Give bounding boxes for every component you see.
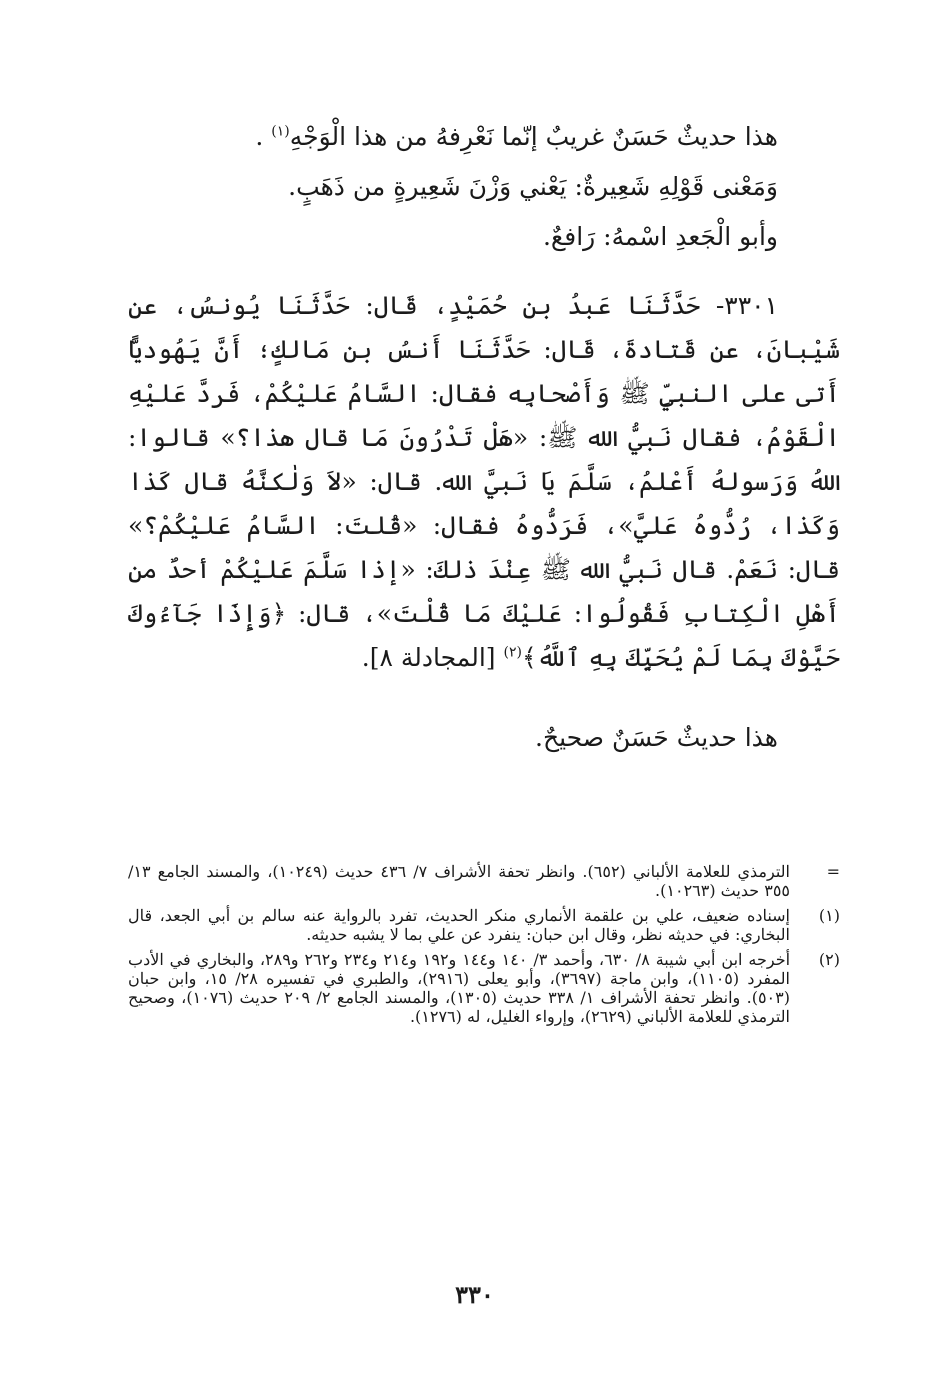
footnote-mark: (١) [818, 906, 840, 925]
hadith-text: ٣٣٠١- حَدَّثَنَا عَبدُ بن حُمَيْدٍ، قَال: حَدَّثَنَا يُونسُ، عن شَيْبانَ، عن قَتادةَ، قَال: حَدَّثَنَا أَنسُ بن مَالكٍ؛ أَنَّ يَهُوديًّا أَتى على النبيِّ ﷺ وَأَصْحابِه فقال: السَّامُ عَليْكُمْ، فَردَّ عَليْهِ الْقَوْمُ، فقال نَبيُّ الله ﷺ: «هَلْ تَدْرُونَ مَا قال هذا؟» قالوا: اللهُ وَرَسولهُ أَعْلمُ، سَلَّمَ يَا نَبيَّ الله. قال: «لاَ وَلٰكنَّهُ قال كَذا وَكَذا، رُدُّوهُ عَليَّ»، فَرَدُّوهُ فقال: «قُلتَ: السَّامُ عَليْكُمْ؟» قال: نَعَمْ. قال نَبيُّ الله ﷺ عِنْدَ ذلكَ: «إذا سَلَّمَ عَليْكُمْ أحدٌ من أَهْلِ الْكِتابِ فَقُولُوا: عَليْكَ مَا قُلْتَ»، قال: ﴿وَإِذَا جَآءُوكَ حَيَّوْكَ بِمَا لَمْ يُحَيِّكَ بِهِ ٱللَّهُ﴾ [128, 291, 840, 672]
hadith-grade-line [128, 112, 778, 162]
grade-punct: . [255, 122, 272, 151]
footnotes-area [128, 862, 840, 1032]
grade-text: هذا حديثٌ حَسَنٌ غريبٌ إنّما نَعْرِفهُ من هذا الْوَجْهِ [289, 122, 778, 151]
hadith-paragraph [128, 284, 840, 680]
hadith-grade: هذا حديثٌ حَسَنٌ صحيحٌ. [535, 723, 778, 752]
page-number: ٣٣٠ [455, 1280, 494, 1309]
page-body [128, 112, 840, 762]
explanation-line: وَمَعْنى قَوْلِهِ شَعِيرةٌ: يَعْني وَزْنَ شَعِيرةٍ من ذَهَبٍ. [288, 172, 778, 201]
footnote-1 [128, 906, 840, 944]
footnote-text: أخرجه ابن أبي شيبة ٨/ ٦٣٠، وأحمد ٣/ ١٤٠ و١٤٤ و١٩٢ و٢١٤ و٢٣٤ و٢٦٢ و٢٨٩، والبخاري في الأدب المفرد (١١٠٥)، وابن ماجة (٣٦٩٧)، وأبو يعلى (٢٩١٦)، والطبري في تفسيره ٢٨/ ١٥، وابن حبان (٥٠٣). وانظر تحفة الأشراف ١/ ٣٣٨ حديث (١٣٠٥)، والمسند الجامع ٢/ ٢٠٩ حديث (١٠٧٦)، وصحيح الترمذي للعلامة الألباني (٢٦٢٩)، وإرواء الغليل، له (١٢٧٦). [128, 950, 791, 1026]
quran-reference: [المجادلة ٨]. [361, 643, 504, 672]
footnote-mark: = [826, 862, 840, 881]
footnote-text: الترمذي للعلامة الألباني (٦٥٢). وانظر تحفة الأشراف ٧/ ٤٣٦ حديث (١٠٢٤٩)، والمسند الجامع ١٣/ ٣٥٥ حديث (١٠٢٦٣). [128, 862, 790, 900]
narrator-name-line: وأبو الْجَعدِ اسْمهُ: رَافعٌ. [542, 222, 778, 251]
footnote-mark: (٢) [818, 950, 840, 969]
footnote-ref-2: (٢) [503, 644, 522, 661]
footnote-ref-1: (١) [271, 123, 290, 140]
footnote-continuation [128, 862, 840, 900]
footnote-2 [128, 950, 840, 1026]
footnote-text: إسناده ضعيف، علي بن علقمة الأنماري منكر الحديث، تفرد بالرواية عنه سالم بن أبي الجعد، قال البخاري: في حديثه نظر، وقال ابن حبان: ينفرد عن علي بما لا يشبه حديثه. [128, 906, 790, 944]
